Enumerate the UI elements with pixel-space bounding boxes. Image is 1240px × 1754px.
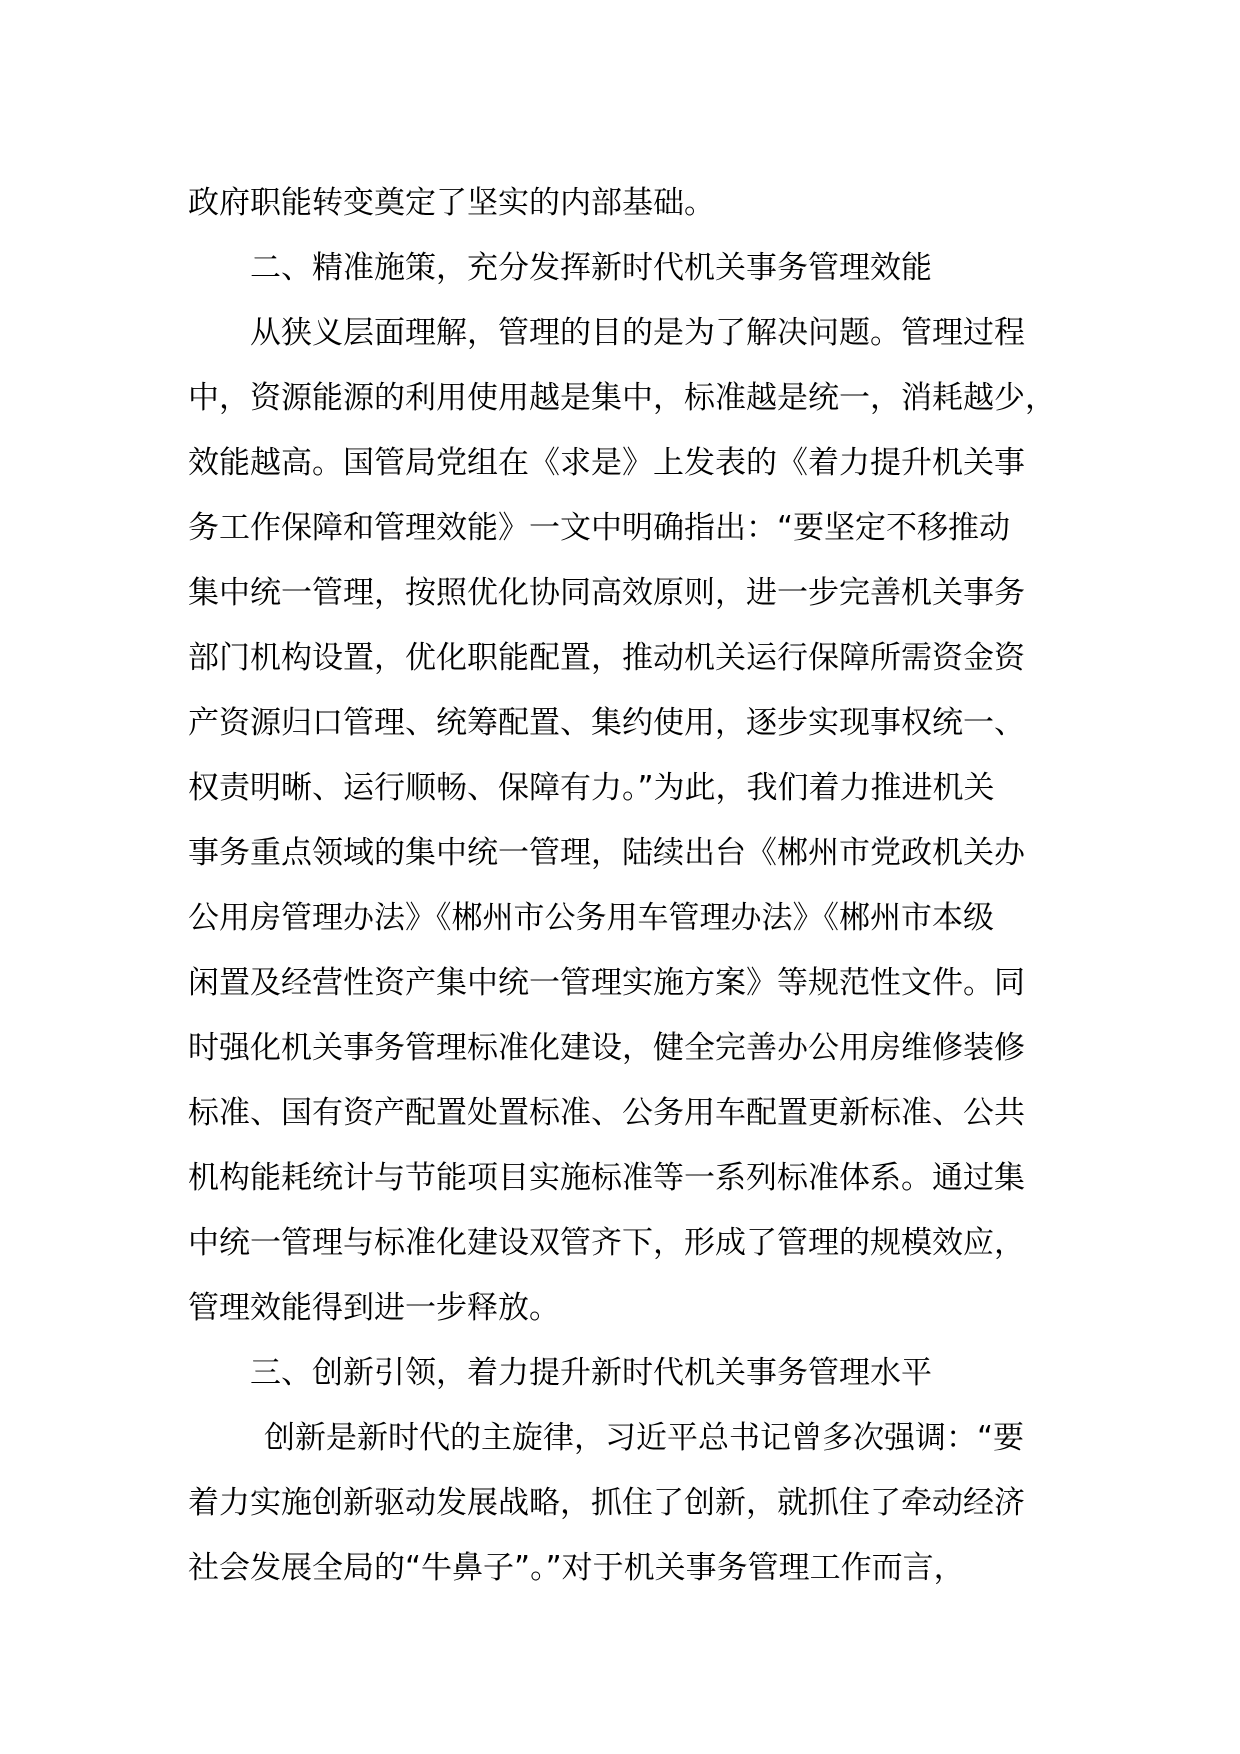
- text-line: 机构能耗统计与节能项目实施标准等一系列标准体系。通过集: [188, 1160, 1025, 1196]
- text-line: 产资源归口管理、统筹配置、集约使用，逐步实现事权统一、: [188, 705, 1025, 741]
- text-line: 事务重点领域的集中统一管理，陆续出台《郴州市党政机关办: [188, 835, 1025, 871]
- text-line: 权责明晰、运行顺畅、保障有力。”为此，我们着力推进机关: [188, 770, 995, 806]
- text-line: 闲置及经营性资产集中统一管理实施方案》等规范性文件。同: [188, 965, 1025, 1001]
- text-line: 集中统一管理，按照优化协同高效原则，进一步完善机关事务: [188, 575, 1025, 611]
- text-line: 创新是新时代的主旋律，习近平总书记曾多次强调：“要: [264, 1420, 1025, 1456]
- text-line: 中统一管理与标准化建设双管齐下，形成了管理的规模效应，: [188, 1225, 1025, 1261]
- text-line: 中，资源能源的利用使用越是集中，标准越是统一，消耗越少，: [188, 380, 1056, 416]
- text-line: 效能越高。国管局党组在《求是》上发表的《着力提升机关事: [188, 445, 1025, 481]
- text-line: 公用房管理办法》《郴州市公务用车管理办法》《郴州市本级: [188, 900, 994, 936]
- section-heading: 三、创新引领，着力提升新时代机关事务管理水平: [250, 1355, 932, 1391]
- text-line: 管理效能得到进一步释放。: [188, 1290, 560, 1326]
- section-heading: 二、精准施策，充分发挥新时代机关事务管理效能: [250, 250, 932, 286]
- text-line: 部门机构设置，优化职能配置，推动机关运行保障所需资金资: [188, 640, 1025, 676]
- text-line: 标准、国有资产配置处置标准、公务用车配置更新标准、公共: [188, 1095, 1025, 1131]
- text-line: 政府职能转变奠定了坚实的内部基础。: [188, 185, 715, 221]
- document-body: [188, 171, 1088, 1601]
- text-line: 社会发展全局的“牛鼻子”。”对于机关事务管理工作而言，: [188, 1550, 965, 1586]
- text-line: 时强化机关事务管理标准化建设，健全完善办公用房维修装修: [188, 1030, 1025, 1066]
- text-line: 务工作保障和管理效能》一文中明确指出：“要坚定不移推动: [188, 510, 1011, 546]
- text-line: 着力实施创新驱动发展战略，抓住了创新，就抓住了牵动经济: [188, 1485, 1025, 1521]
- text-line: 从狭义层面理解，管理的目的是为了解决问题。管理过程: [250, 315, 1025, 351]
